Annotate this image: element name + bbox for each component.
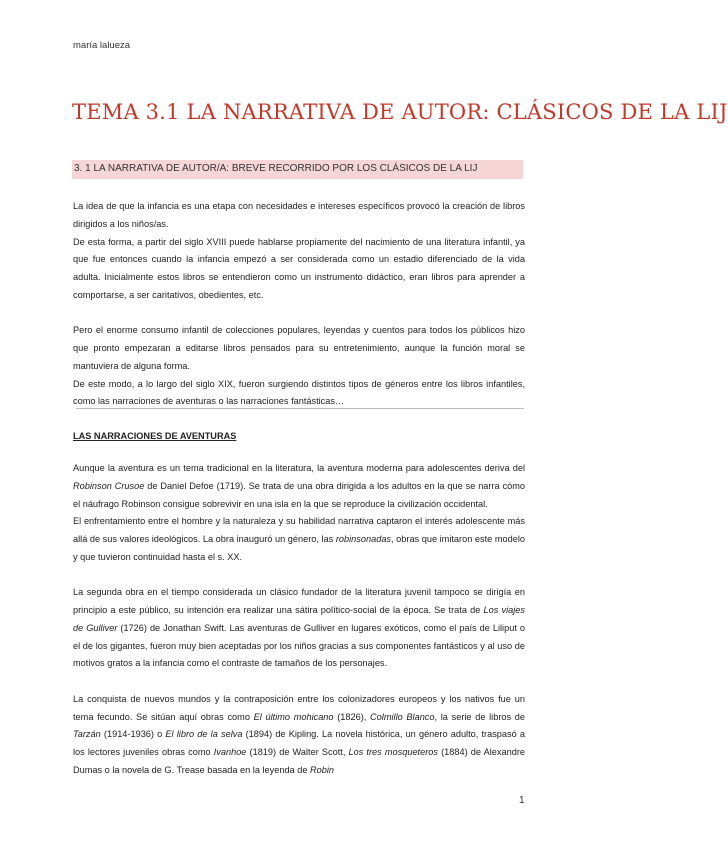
paragraph: Aunque la aventura es un tema tradicional en la literatura, la aventura moderna para adolescentes deriva del Robinson Crusoe de Daniel Defoe (1719). Se trata de una obra dirigida a los adultos en la que se narra cómo el náufrago Robinson consigue sobrevivir en una isla en la que se reproduce la civilización occidental.	[73, 463, 525, 509]
document-title: TEMA 3.1 LA NARRATIVA DE AUTOR: CLÁSICOS DE LA LIJ	[72, 100, 728, 124]
adventures-text	[73, 460, 525, 780]
author-name: maría lalueza	[73, 40, 131, 51]
subsection-heading: LAS NARRACIONES DE AVENTURAS	[73, 431, 237, 441]
intro-text	[73, 198, 525, 411]
book-title: Tarzán	[73, 729, 101, 740]
section-heading: 3. 1 LA NARRATIVA DE AUTOR/A: BREVE RECORRIDO POR LOS CLÁSICOS DE LA LIJ	[74, 163, 478, 174]
book-title: Ivanhoe	[213, 747, 247, 758]
paragraph: De este modo, a lo largo del siglo XIX, fueron surgiendo distintos tipos de géneros entre los libros infantiles, como las narraciones de aventuras o las narraciones fantásticas…	[73, 378, 525, 407]
paragraph: Pero el enorme consumo infantil de colecciones populares, leyendas y cuentos para todos los públicos hizo que pronto empezaran a editarse libros pensados para su entretenimiento, aunque la función moral se mantuviera de alguna forma.	[73, 325, 525, 371]
book-title: Los tres mosqueteros	[348, 747, 438, 758]
paragraph: De esta forma, a partir del siglo XVIII puede hablarse propiamente del nacimiento de una literatura infantil, ya que fue entonces cuando la infancia empezó a ser considerada como un estadio diferenciado de la vida adulta. Inicialmente estos libros se entendieron como un instrumento didáctico, eran libros para aprender a comportarse, a ser caritativos, obedientes, etc.	[73, 236, 525, 300]
book-title: El último mohicano	[253, 711, 334, 722]
paragraph: La conquista de nuevos mundos y la contraposición entre los colonizadores europeos y los nativos fue un tema fecundo. Se sitúan aquí obras como El último mohicano (1826), Colmillo Blanco, la serie de libros de Tarzán (1914-1936) o El libro de la selva (1894) de Kipling. La novela histórica, un género adulto, traspasó a los lectores juveniles obras como Ivanhoe (1819) de Walter Scott, Los tres mosqueteros (1884) de Alexandre Dumas o la novela de G. Trease basada en la leyenda de Robin	[73, 693, 526, 775]
book-title: Colmillo Blanco	[370, 711, 435, 722]
paragraph: La idea de que la infancia es una etapa con necesidades e intereses específicos provocó la creación de libros dirigidos a los niños/as.	[73, 201, 525, 229]
horizontal-divider	[76, 408, 524, 409]
book-title: El libro de la selva	[165, 729, 243, 740]
paragraph: El enfrentamiento entre el hombre y la naturaleza y su habilidad narrativa captaron el interés adolescente más allá de sus valores ideológicos. La obra inauguró un género, las robinsonadas, obras que imitaron este modelo y que tuvieron continuidad hasta el s. XX.	[73, 516, 525, 562]
paragraph: La segunda obra en el tiempo considerada un clásico fundador de la literatura juvenil tampoco se dirigía en principio a este público, su intención era realizar una sátira político-social de la época. Se trata de Los viajes de Gulliver (1726) de Jonathan Swift. Las aventuras de Gulliver en lugares exóticos, como el país de Liliput o el de los gigantes, fueron muy bien aceptadas por los niños gracias a sus componentes fantásticos y al uso de motivos gratos a la infancia como el contraste de tamaños de los personajes.	[73, 587, 525, 669]
page-number: 1	[519, 795, 525, 806]
genre-term: robinsonadas	[335, 534, 392, 545]
book-title: Robin	[310, 764, 335, 775]
book-title: Los viajes de Gulliver	[73, 605, 525, 633]
book-title: Robinson Crusoe	[73, 480, 145, 491]
section-heading-band	[72, 160, 523, 179]
